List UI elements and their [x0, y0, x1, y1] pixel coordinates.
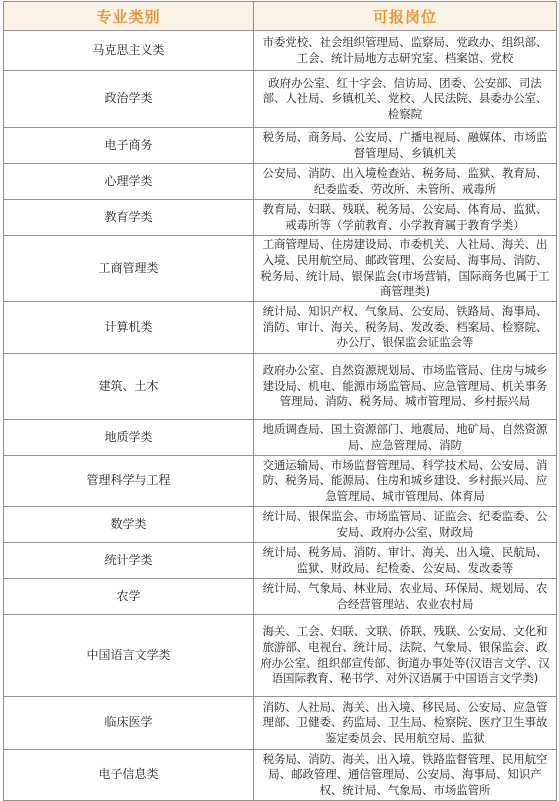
category-cell: 农学: [4, 579, 254, 615]
table-row: [4, 302, 557, 354]
table-row: [4, 420, 557, 456]
table-row: [4, 750, 557, 801]
category-cell: 数学类: [4, 507, 254, 543]
table-row: [4, 128, 557, 164]
category-cell: 地质学类: [4, 420, 254, 456]
category-cell: 政治学类: [4, 71, 254, 128]
category-cell: 建筑、土木: [4, 354, 254, 420]
positions-cell: 税务局、商务局、公安局、广播电视局、融媒体、市场监督管理局、乡镇机关: [254, 128, 557, 164]
category-cell: 工商管理类: [4, 236, 254, 302]
positions-cell: 交通运输局、市场监督管理局、科学技术局、公安局、消防、税务局、能源局、住房和城乡建设、乡村振兴局、应急管理局、城市管理局、体育局: [254, 456, 557, 507]
page: [0, 1, 559, 797]
table-row: [4, 354, 557, 420]
category-cell: 电子信息类: [4, 750, 254, 801]
category-cell: 计算机类: [4, 302, 254, 354]
table-row: [4, 236, 557, 302]
table-row: [4, 456, 557, 507]
positions-cell: 统计局、税务局、消防、审计、海关、出入境、民航局、监狱、财政局、纪检委、公安局、发改委等: [254, 543, 557, 579]
positions-cell: 公安局、消防、出入境检查站、税务局、监狱、教育局、纪委监委、劳改所、未管所、戒毒所: [254, 164, 557, 200]
positions-cell: 海关、工会、妇联、文联、侨联、残联、公安局、文化和旅游部、电视台、统计局、法院、气象局、银保监会、政府办公室、组织部宣传部、街道办事处等(汉语言文学、汉语国际教育、秘书学、对外汉语属于中国语言文学类): [254, 615, 557, 697]
positions-cell: 统计局、银保监会、市场监管局、证监会、纪委监委、公安局、政府办公室、财政局: [254, 507, 557, 543]
positions-cell: 税务局、消防、海关、出入境、铁路监督管理、民用航空局、邮政管理、通信管理局、公安局、海事局、知识产权、统计局、气象局、市场监管所: [254, 750, 557, 801]
table-row: [4, 71, 557, 128]
category-cell: 马克思主义类: [4, 31, 254, 71]
positions-cell: 消防、人社局、海关、出入境、移民局、公安局、应急管理部、卫健委、药监局、卫生局、检察院、医疗卫生事故鉴定委员会、民用航空局、监狱: [254, 697, 557, 750]
table-row: [4, 579, 557, 615]
category-cell: 教育学类: [4, 200, 254, 236]
table-row: [4, 507, 557, 543]
table-row: [4, 615, 557, 697]
major-position-table: [3, 1, 557, 801]
table-row: [4, 164, 557, 200]
table-header-row: [4, 2, 557, 31]
category-cell: 心理学类: [4, 164, 254, 200]
table-row: [4, 543, 557, 579]
header-major-category: 专业类别: [4, 2, 254, 31]
positions-cell: 市委党校、社会组织管理局、监察局、党政办、组织部、工会、统计局地方志研究室、档案馆、党校: [254, 31, 557, 71]
category-cell: 统计学类: [4, 543, 254, 579]
positions-cell: 政府办公室、自然资源规划局、市场监管局、住房与城乡建设局、机电、能源市场监管局、应急管理局、机关事务管理局、消防、税务局、城市管理局、乡村振兴局: [254, 354, 557, 420]
positions-cell: 教育局、妇联、残联、税务局、公安局、体育局、监狱、戒毒所等（学前教育、小学教育属于教育学类）: [254, 200, 557, 236]
positions-cell: 政府办公室、红十字会、信访局、团委、公安部、司法部、人社局、乡镇机关、党校、人民法院、县委办公室、检察院: [254, 71, 557, 128]
category-cell: 临床医学: [4, 697, 254, 750]
category-cell: 电子商务: [4, 128, 254, 164]
table-row: [4, 200, 557, 236]
table-row: [4, 697, 557, 750]
positions-cell: 统计局、知识产权、气象局、公安局、铁路局、海事局、消防、审计、海关、税务局、发改委、档案局、检察院、办公厅、银保监会证监会等: [254, 302, 557, 354]
positions-cell: 统计局、气象局、林业局、农业局、环保局、规划局、农合经营管理站、农业农村局: [254, 579, 557, 615]
category-cell: 管理科学与工程: [4, 456, 254, 507]
positions-cell: 工商管理局、住房建设局、市委机关、人社局、海关、出入境、民用航空局、邮政管理、公安局、海事局、消防、税务局、统计局、银保监会(市场营销，国际商务也属于工商管理类): [254, 236, 557, 302]
positions-cell: 地质调查局、国土资源部门、地震局、地矿局、自然资源局、应急管理局、消防: [254, 420, 557, 456]
header-eligible-positions: 可报岗位: [254, 2, 557, 31]
table-row: [4, 31, 557, 71]
category-cell: 中国语言文学类: [4, 615, 254, 697]
